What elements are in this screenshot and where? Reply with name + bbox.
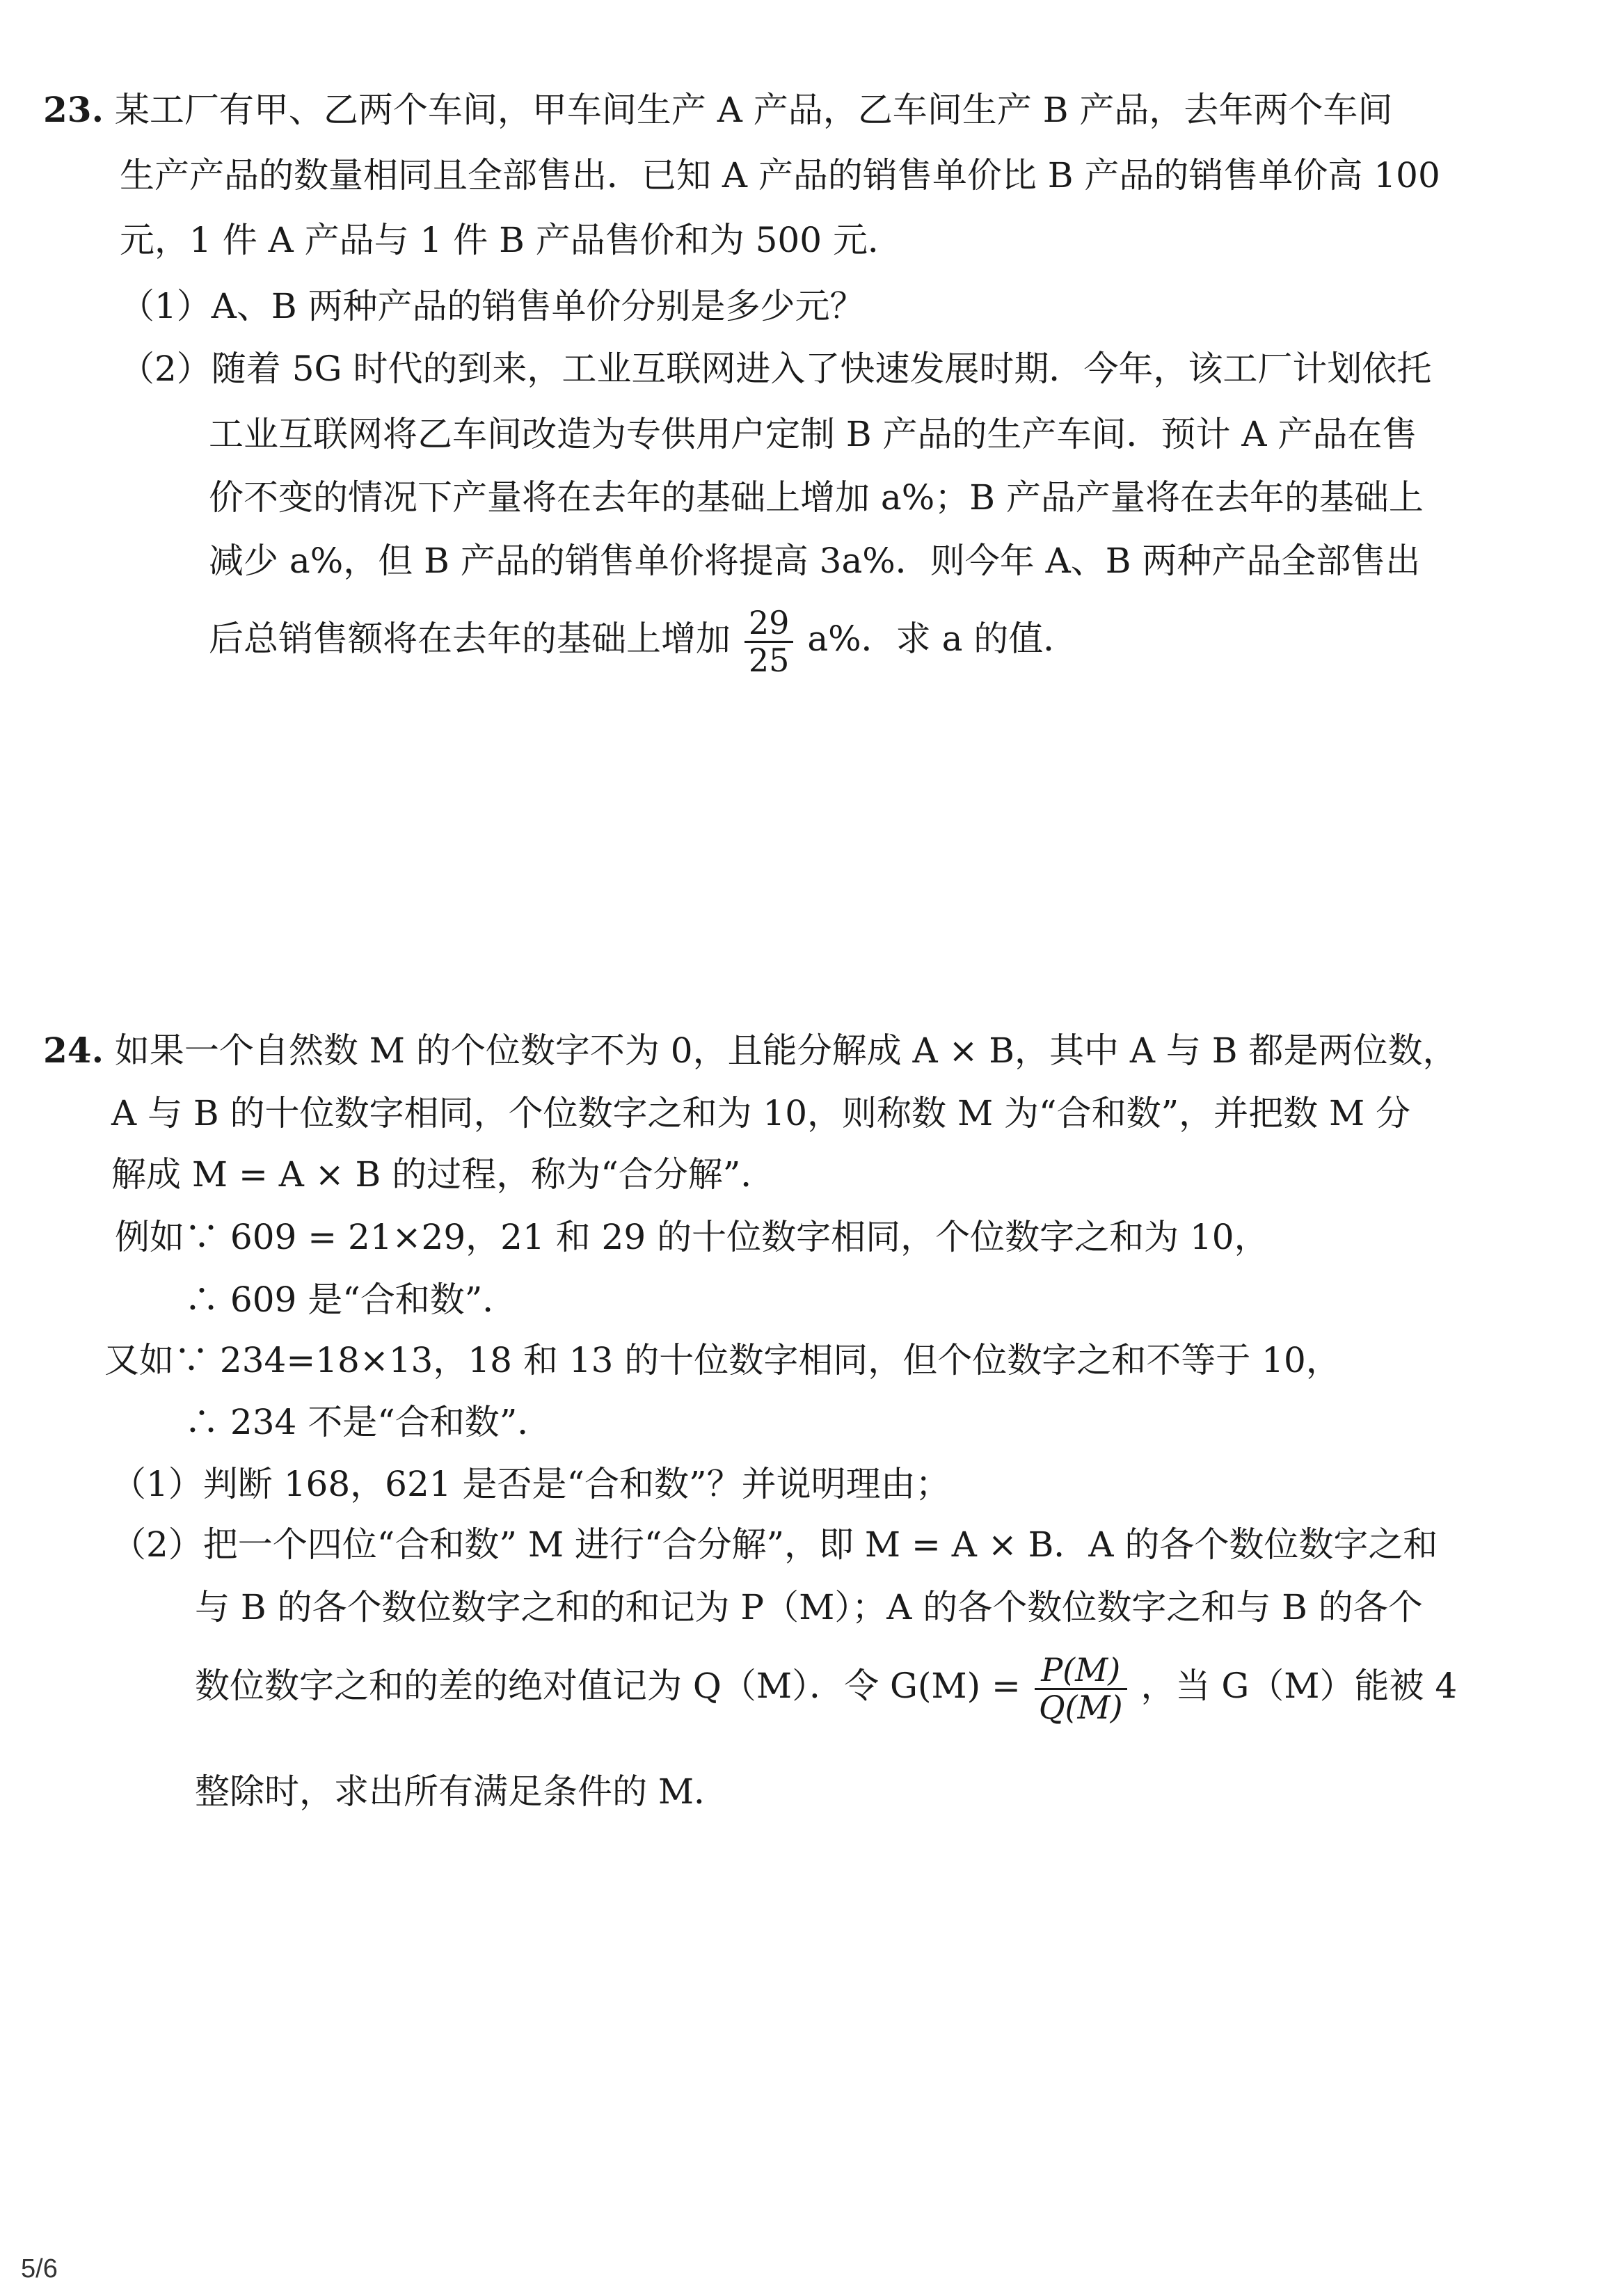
q23-part2-text-2: 工业互联网将乙车间改造为专供用户定制 B 产品的生产车间．预计 A 产品在售 <box>209 414 1417 454</box>
q23-text-2: 生产产品的数量相同且全部售出．已知 A 产品的销售单价比 B 产品的销售单价高 100 <box>120 155 1440 196</box>
q24-line-3 <box>111 1154 775 1195</box>
q24-example-2-conclusion-text: ∴ 234 不是“合和数”． <box>184 1402 552 1442</box>
q24-example-2-conclusion <box>184 1401 552 1443</box>
q24-example-1-text: 例如∵ 609 = 21×29，21 和 29 的十位数字相同，个位数字之和为 10， <box>115 1217 1269 1257</box>
q24-example-2-text: 又如∵ 234=18×13，18 和 13 的十位数字相同，但个位数字之和不等于 10， <box>104 1340 1341 1380</box>
q24-part2-line-4 <box>195 1771 729 1812</box>
q23-part1-text: （1）A、B 两种产品的销售单价分别是多少元？ <box>120 286 865 326</box>
q24-number: 24. <box>43 1030 104 1071</box>
q24-part2-line-2 <box>195 1586 1423 1628</box>
q23-line-3 <box>120 219 902 261</box>
q23-part2-line-2 <box>209 413 1417 455</box>
q24-part2-line-3 <box>195 1652 1457 1725</box>
q23-number: 23. <box>43 89 104 130</box>
q24-text-3: 解成 M = A × B 的过程，称为“合分解”． <box>111 1154 776 1195</box>
q24-line-1 <box>43 1030 1457 1071</box>
q24-example-1-conclusion <box>184 1279 517 1321</box>
q24-fraction <box>1035 1652 1127 1725</box>
q24-part2-text-4: 整除时，求出所有满足条件的 M． <box>195 1771 729 1812</box>
q23-part2-text-4: 减少 a%，但 B 产品的销售单价将提高 3a%．则今年 A、B 两种产品全部售出 <box>209 541 1421 581</box>
q23-text-3: 元，1 件 A 产品与 1 件 B 产品售价和为 500 元． <box>120 220 902 260</box>
q24-example-2 <box>104 1339 1341 1381</box>
q23-text-1: 某工厂有甲、乙两个车间，甲车间生产 A 产品，乙车间生产 B 产品，去年两个车间 <box>114 90 1393 130</box>
q23-fraction <box>745 605 794 678</box>
q24-part2-text-3-post: ，当 G（M）能被 4 <box>1140 1666 1458 1707</box>
q23-fraction-denominator: 25 <box>745 641 794 678</box>
q23-part2-line-5 <box>209 605 1078 678</box>
q23-part2-line-3 <box>209 477 1424 518</box>
q23-part2-line-1 <box>120 348 1431 390</box>
q24-part2-text-1: （2）把一个四位“合和数” M 进行“合分解”，即 M = A × B．A 的各个数位数字之和 <box>111 1524 1438 1565</box>
q24-part1-text: （1）判断 168，621 是否是“合和数”？并说明理由； <box>111 1464 950 1504</box>
q24-part2-line-1 <box>111 1524 1438 1565</box>
q23-line-1 <box>43 89 1392 131</box>
q23-part1 <box>120 285 865 327</box>
q24-text-2: A 与 B 的十位数字相同，个位数字之和为 10，则称数 M 为“合和数”，并把数 M 分 <box>111 1093 1411 1133</box>
q23-fraction-numerator: 29 <box>748 604 790 641</box>
q24-part1 <box>111 1463 950 1505</box>
q24-line-2 <box>111 1092 1410 1134</box>
q23-part2-text-3: 价不变的情况下产量将在去年的基础上增加 a%；B 产品产量将在去年的基础上 <box>209 477 1424 518</box>
q23-part2-text-5-post: a%．求 a 的值． <box>807 619 1078 660</box>
q23-part2-text-5-pre: 后总销售额将在去年的基础上增加 <box>209 619 731 660</box>
q24-text-1: 如果一个自然数 M 的个位数字不为 0，且能分解成 A × B，其中 A 与 B 都是两位数， <box>114 1030 1458 1071</box>
q24-fraction-denominator: Q(M) <box>1035 1688 1127 1725</box>
q24-part2-text-3-pre: 数位数字之和的差的绝对值记为 Q（M）．令 G(M) = <box>195 1666 1021 1707</box>
q23-line-2 <box>120 154 1440 196</box>
q24-example-1 <box>115 1216 1269 1258</box>
q23-part2-line-4 <box>209 540 1420 582</box>
q23-part2-text-1: （2）随着 5G 时代的到来，工业互联网进入了快速发展时期．今年，该工厂计划依托 <box>120 349 1432 389</box>
page-number: 5/6 <box>21 2254 58 2283</box>
q24-example-1-conclusion-text: ∴ 609 是“合和数”． <box>184 1279 518 1320</box>
q24-part2-text-2: 与 B 的各个数位数字之和的和记为 P（M）；A 的各个数位数字之和与 B 的各个 <box>195 1587 1423 1627</box>
q24-fraction-numerator: P(M) <box>1041 1651 1121 1689</box>
